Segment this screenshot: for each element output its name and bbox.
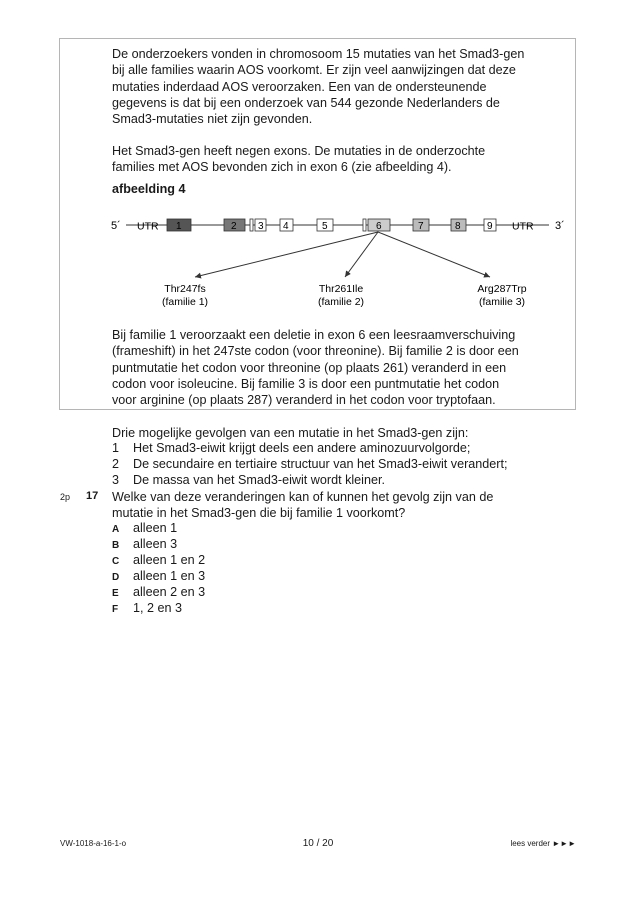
utr-right-label: UTR bbox=[512, 220, 534, 233]
text-line: codon voor isoleucine. Bij familie 3 is door een puntmutatie het codon bbox=[112, 376, 500, 391]
text-line: De onderzoekers vonden in chromosoom 15 mutaties van het Smad3-gen bbox=[112, 47, 525, 61]
footer-page-number: 10 / 20 bbox=[302, 838, 334, 849]
gene-diagram bbox=[0, 0, 636, 330]
exon-6-label: 6 bbox=[376, 221, 382, 232]
exon-4-label: 4 bbox=[283, 221, 289, 232]
exon-6-marker bbox=[363, 219, 366, 231]
option-f[interactable] bbox=[112, 601, 182, 615]
exon-7-label: 7 bbox=[418, 221, 424, 232]
option-letter: A bbox=[112, 524, 120, 535]
footer-continue: lees verder ►►► bbox=[510, 839, 576, 848]
text-line: Smad3-mutaties niet zijn gevonden. bbox=[112, 112, 313, 127]
text-line: bij alle families waarin AOS voorkomt. Er zijn veel aanwijzingen dat deze bbox=[112, 63, 516, 78]
statement-text: Het Smad3-eiwit krijgt deels een andere aminozuurvolgorde; bbox=[133, 441, 471, 455]
figure-title: afbeelding 4 bbox=[112, 182, 186, 196]
question-points: 2p bbox=[60, 492, 71, 502]
option-text: alleen 1 bbox=[133, 521, 178, 535]
text-line: gegevens is dat bij een onderzoek van 544 gezonde Nederlanders de bbox=[112, 95, 500, 110]
option-text: alleen 1 en 2 bbox=[133, 553, 206, 567]
exon-2-label: 2 bbox=[231, 221, 237, 232]
option-text: alleen 2 en 3 bbox=[133, 585, 206, 599]
statement-number: 2 bbox=[112, 457, 120, 471]
option-c[interactable] bbox=[112, 553, 205, 567]
text-line: Het Smad3-gen heeft negen exons. De mutaties in de onderzochte bbox=[112, 144, 486, 158]
mutation-3-name: Arg287Trp bbox=[477, 283, 527, 295]
exon-3-label: 3 bbox=[258, 221, 264, 232]
utr-left-label: UTR bbox=[137, 220, 159, 233]
option-text: 1, 2 en 3 bbox=[133, 601, 183, 615]
text-line: families met AOS bevonden zich in exon 6 (zie afbeelding 4). bbox=[112, 160, 452, 175]
paragraph-3 bbox=[112, 327, 562, 408]
mutation-3-family: (familie 3) bbox=[478, 296, 526, 308]
statement-number: 1 bbox=[112, 441, 120, 455]
option-letter: C bbox=[112, 556, 120, 567]
footer-exam-code: VW-1018-a-16-1-o bbox=[60, 839, 127, 848]
question-intro: Drie mogelijke gevolgen van een mutatie in het Smad3-gen zijn: bbox=[112, 426, 469, 440]
five-prime-label: 5´ bbox=[111, 220, 121, 232]
statement-3 bbox=[112, 473, 385, 487]
statement-text: De secundaire en tertiaire structuur van het Smad3-eiwit verandert; bbox=[133, 457, 508, 471]
option-letter: F bbox=[112, 604, 119, 615]
option-letter: E bbox=[112, 588, 119, 599]
statement-number: 3 bbox=[112, 473, 120, 487]
mutation-1-family: (familie 1) bbox=[161, 296, 209, 308]
mutation-1-name: Thr247fs bbox=[164, 283, 206, 295]
option-letter: D bbox=[112, 572, 120, 583]
text-line: mutaties inderdaad AOS veroorzaken. Een van de ondersteunende bbox=[112, 79, 487, 94]
text-line: Welke van deze veranderingen kan of kunnen het gevolg zijn van de bbox=[112, 490, 494, 504]
option-b[interactable] bbox=[112, 537, 177, 551]
text-line: (frameshift) in het 247ste codon (voor threonine). Bij familie 2 is door een bbox=[112, 344, 519, 359]
option-a[interactable] bbox=[112, 521, 177, 535]
option-d[interactable] bbox=[112, 569, 205, 583]
statement-2 bbox=[112, 457, 508, 471]
option-text: alleen 3 bbox=[133, 537, 178, 551]
statement-1 bbox=[112, 441, 470, 455]
option-e[interactable] bbox=[112, 585, 205, 599]
exon-5-label: 5 bbox=[322, 221, 328, 232]
option-letter: B bbox=[112, 540, 120, 551]
text-line: mutatie in het Smad3-gen die bij familie 1 voorkomt? bbox=[112, 506, 406, 521]
mutation-2-family: (familie 2) bbox=[317, 296, 365, 308]
mutation-2-name: Thr261Ile bbox=[318, 283, 364, 295]
exon-1-label: 1 bbox=[176, 221, 182, 232]
option-text: alleen 1 en 3 bbox=[133, 569, 206, 583]
text-line: Bij familie 1 veroorzaakt een deletie in exon 6 een leesraamverschuiving bbox=[112, 328, 516, 342]
question-text bbox=[112, 489, 493, 522]
three-prime-label: 3´ bbox=[555, 220, 565, 232]
exon-3-marker bbox=[250, 219, 253, 231]
arrow-familie-3 bbox=[378, 232, 490, 277]
exon-8-label: 8 bbox=[455, 221, 461, 232]
exon-9-label: 9 bbox=[487, 221, 493, 232]
text-line: puntmutatie het codon voor threonine (op plaats 261) veranderd in een bbox=[112, 360, 507, 375]
statement-text: De massa van het Smad3-eiwit wordt kleiner. bbox=[133, 473, 385, 487]
question-number: 17 bbox=[86, 490, 99, 502]
text-line: voor arginine (op plaats 287) veranderd in het codon voor tryptofaan. bbox=[112, 393, 496, 408]
